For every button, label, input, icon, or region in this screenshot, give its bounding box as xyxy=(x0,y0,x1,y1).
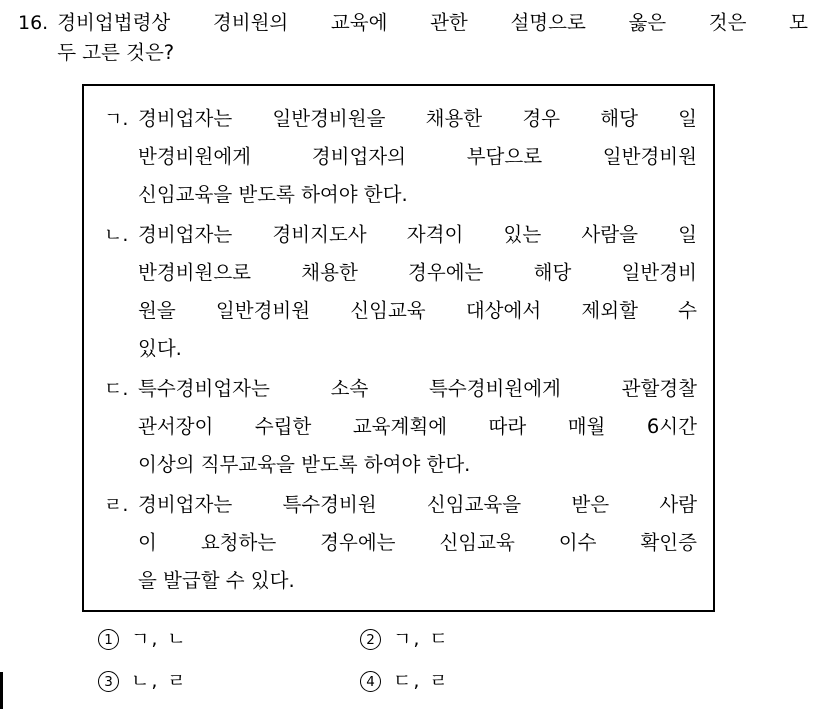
statement-line: 신임교육을 받도록 하여야 한다. xyxy=(138,183,408,206)
choice-label: ㄱ, ㄷ xyxy=(393,628,450,650)
statement-mark: ㄱ. xyxy=(104,108,129,130)
statement-line: 관서장이 수립한 교육계획에 따라 매월 6시간 xyxy=(138,415,697,438)
choice-number-icon: 4 xyxy=(360,671,381,692)
choice-number-icon: 3 xyxy=(98,671,119,692)
statement-line: 있다. xyxy=(138,337,182,360)
choice-number-icon: 1 xyxy=(98,629,119,650)
statement-body xyxy=(138,216,697,368)
statements-list xyxy=(84,86,713,612)
statement-item xyxy=(104,216,697,368)
statement-mark: ㄴ. xyxy=(104,224,129,246)
statement-item xyxy=(104,100,697,214)
statement-mark: ㄹ. xyxy=(104,494,129,516)
statement-item xyxy=(104,370,697,484)
stem-line-1: 경비업법령상 경비원의 교육에 관한 설명으로 옳은 것은 모 xyxy=(57,11,808,34)
choice-option-2[interactable] xyxy=(360,625,450,653)
statement-line: 원을 일반경비원 신임교육 대상에서 제외할 수 xyxy=(138,299,697,322)
choice-label: ㄱ, ㄴ xyxy=(131,628,188,650)
choice-option-4[interactable] xyxy=(360,667,450,695)
statement-line: 을 발급할 수 있다. xyxy=(138,569,295,592)
statement-body xyxy=(138,486,697,600)
page-edge-mark xyxy=(0,672,3,709)
choice-row xyxy=(98,625,738,653)
statement-line: 이 요청하는 경우에는 신임교육 이수 확인증 xyxy=(138,531,697,554)
statement-line: 경비업자는 일반경비원을 채용한 경우 해당 일 xyxy=(138,107,697,130)
statement-line: 이상의 직무교육을 받도록 하여야 한다. xyxy=(138,453,471,476)
choice-option-1[interactable] xyxy=(98,625,360,653)
choice-label: ㄷ, ㄹ xyxy=(393,670,450,692)
choice-label: ㄴ, ㄹ xyxy=(131,670,188,692)
statement-mark: ㄷ. xyxy=(104,378,129,400)
choice-row xyxy=(98,667,738,695)
statement-line: 반경비원에게 경비업자의 부담으로 일반경비원 xyxy=(138,145,697,168)
statement-body xyxy=(138,370,697,484)
stem-line-2: 두 고른 것은? xyxy=(57,41,175,64)
question-number: 16. xyxy=(18,12,49,34)
choice-option-3[interactable] xyxy=(98,667,360,695)
statement-line: 반경비원으로 채용한 경우에는 해당 일반경비 xyxy=(138,261,697,284)
statement-line: 경비업자는 경비지도사 자격이 있는 사람을 일 xyxy=(138,223,697,246)
statement-item xyxy=(104,486,697,600)
statement-line: 경비업자는 특수경비원 신임교육을 받은 사람 xyxy=(138,493,697,516)
statement-body xyxy=(138,100,697,214)
choice-number-icon: 2 xyxy=(360,629,381,650)
question-stem xyxy=(18,8,808,68)
answer-choices xyxy=(98,625,738,709)
statement-line: 특수경비업자는 소속 특수경비원에게 관할경찰 xyxy=(138,377,697,400)
statements-box xyxy=(82,84,715,612)
question-stem-text xyxy=(57,8,808,68)
